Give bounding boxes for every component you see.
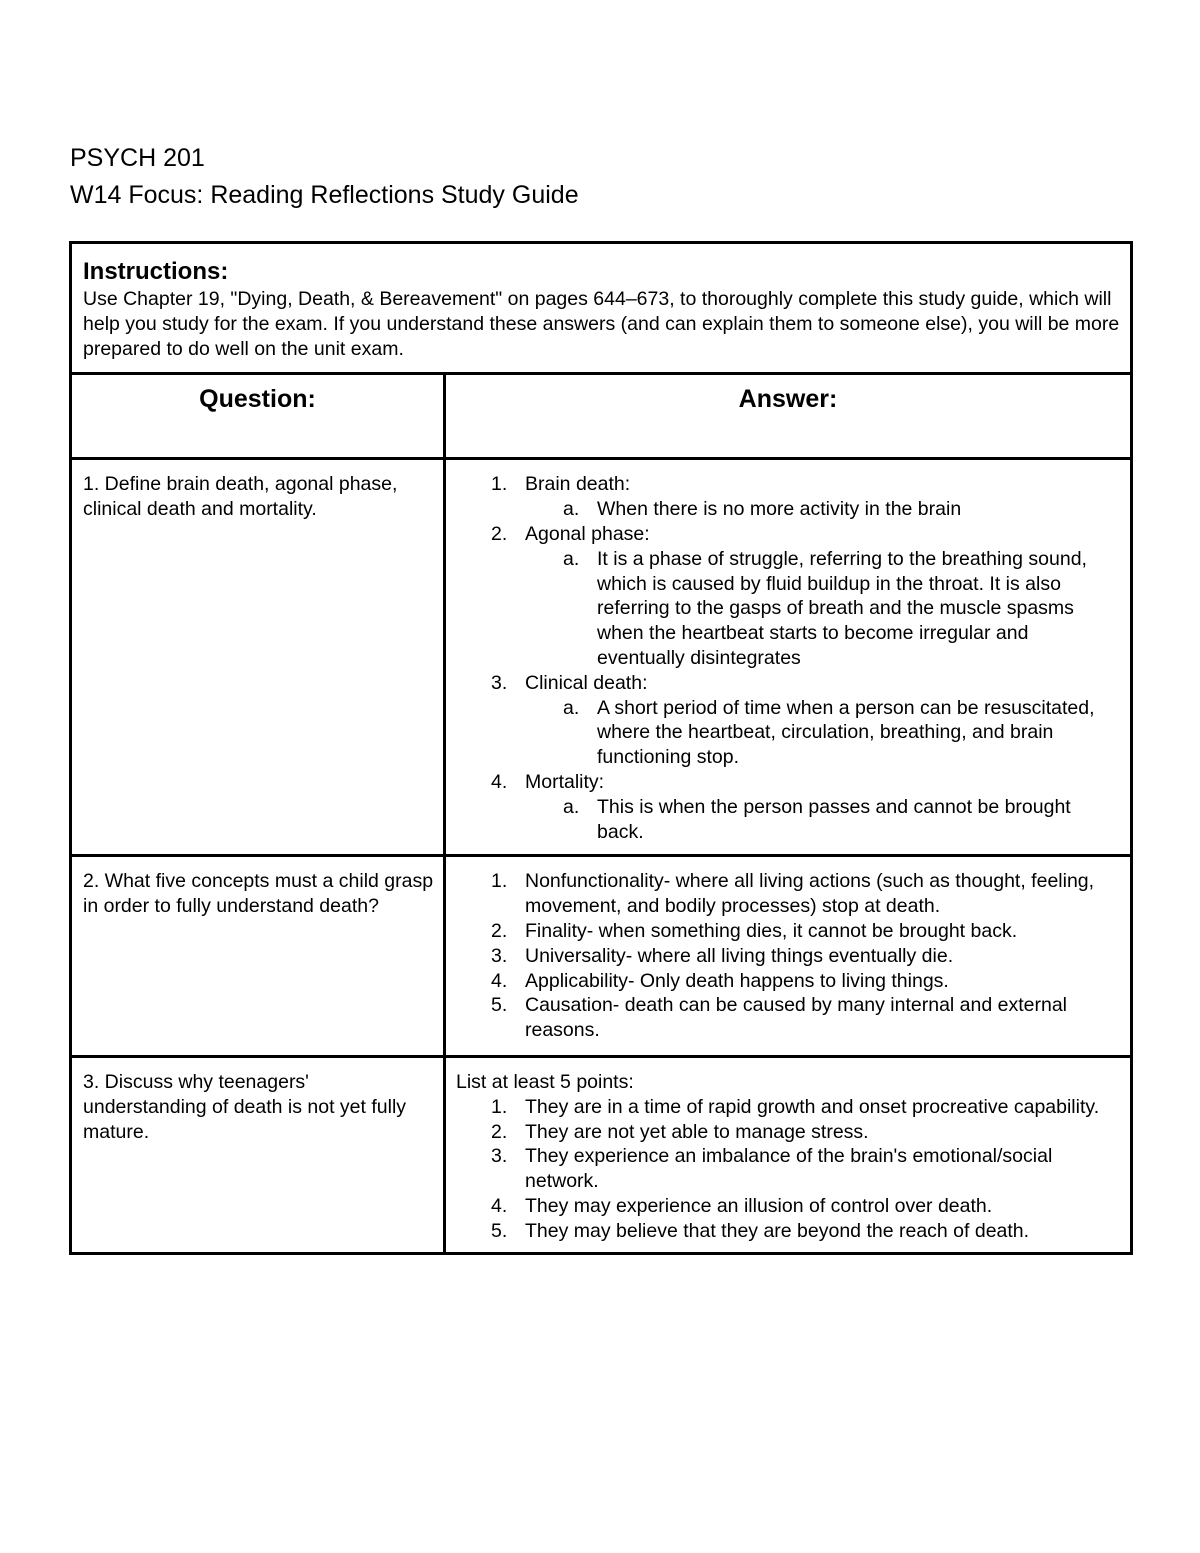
list-item-text: Brain death:	[525, 473, 631, 496]
answer-header: Answer:	[738, 385, 838, 414]
question-cell	[71, 1056, 445, 1253]
table-row	[71, 1056, 1132, 1253]
instructions-text: Use Chapter 19, "Dying, Death, & Bereavement" on pages 644–673, to thoroughly complete this study guide, which will help you study for the exam. If you understand these answers (and can explain them to someone else), you will be more prepared to do well on the unit exam.	[83, 288, 1120, 360]
table-row	[71, 459, 1132, 856]
column-header-row	[71, 374, 1132, 459]
list-item	[525, 522, 1120, 671]
list-item: Applicability- Only death happens to living things.	[525, 969, 949, 992]
document-header	[70, 140, 579, 214]
question-cell	[71, 459, 445, 856]
question-text: 1. Define brain death, agonal phase, clinical death and mortality.	[83, 473, 398, 521]
list-item: They may believe that they are beyond the reach of death.	[525, 1219, 1030, 1242]
course-title: PSYCH 201	[70, 144, 205, 172]
answer-list	[456, 1095, 1120, 1244]
answer-lead-text: List at least 5 points:	[456, 1070, 634, 1093]
list-item	[525, 770, 1120, 844]
sub-list-item: a. This is when the person passes and cannot be brought back.	[597, 795, 1120, 845]
instructions-heading: Instructions:	[83, 258, 229, 285]
answer-list	[456, 869, 1120, 1043]
list-item: Nonfunctionality- where all living actions (such as thought, feeling, movement, and bodily processes) stop at death.	[525, 870, 1095, 918]
list-item: Causation- death can be caused by many internal and external reasons.	[525, 994, 1068, 1042]
list-item: They experience an imbalance of the brain's emotional/social network.	[525, 1145, 1053, 1193]
document-title: W14 Focus: Reading Reflections Study Guide	[70, 181, 579, 209]
list-item-text: Mortality:	[525, 770, 605, 793]
instructions-row	[71, 243, 1132, 374]
list-item: Finality- when something dies, it cannot be brought back.	[525, 919, 1018, 942]
list-item	[525, 671, 1120, 770]
instructions-cell	[71, 243, 1132, 374]
table-row	[71, 856, 1132, 1057]
question-text: 2. What five concepts must a child grasp in order to fully understand death?	[83, 870, 434, 918]
answer-cell	[445, 856, 1132, 1057]
list-item: They are not yet able to manage stress.	[525, 1120, 869, 1143]
sub-list-item: a. A short period of time when a person can be resuscitated, where the heartbeat, circulation, breathing, and brain functioning stop.	[597, 696, 1120, 770]
question-text: 3. Discuss why teenagers' understanding of death is not yet fully mature.	[83, 1070, 407, 1143]
list-item: They may experience an illusion of control over death.	[525, 1194, 993, 1217]
answer-header-cell	[445, 374, 1132, 459]
study-guide-table	[69, 241, 1133, 1255]
sub-list	[525, 795, 1120, 845]
answer-cell	[445, 459, 1132, 856]
sub-list	[525, 547, 1120, 671]
list-item	[525, 472, 1120, 522]
question-header-cell	[71, 374, 445, 459]
list-item: Universality- where all living things eventually die.	[525, 944, 954, 967]
sub-list	[525, 696, 1120, 770]
answer-cell	[445, 1056, 1132, 1253]
sub-list-item: a. It is a phase of struggle, referring to the breathing sound, which is caused by fluid buildup in the throat. It is also referring to the gasps of breath and the muscle spasms when the heartbeat starts to become irregular and eventually disintegrates	[597, 547, 1120, 671]
list-item-text: Clinical death:	[525, 671, 648, 694]
list-item: They are in a time of rapid growth and onset procreative capability.	[525, 1095, 1100, 1118]
question-header: Question:	[199, 385, 316, 414]
list-item-text: Agonal phase:	[525, 522, 650, 545]
question-cell	[71, 856, 445, 1057]
sub-list	[525, 497, 1120, 522]
sub-list-item: a. When there is no more activity in the brain	[597, 497, 1120, 522]
answer-list	[456, 472, 1120, 844]
